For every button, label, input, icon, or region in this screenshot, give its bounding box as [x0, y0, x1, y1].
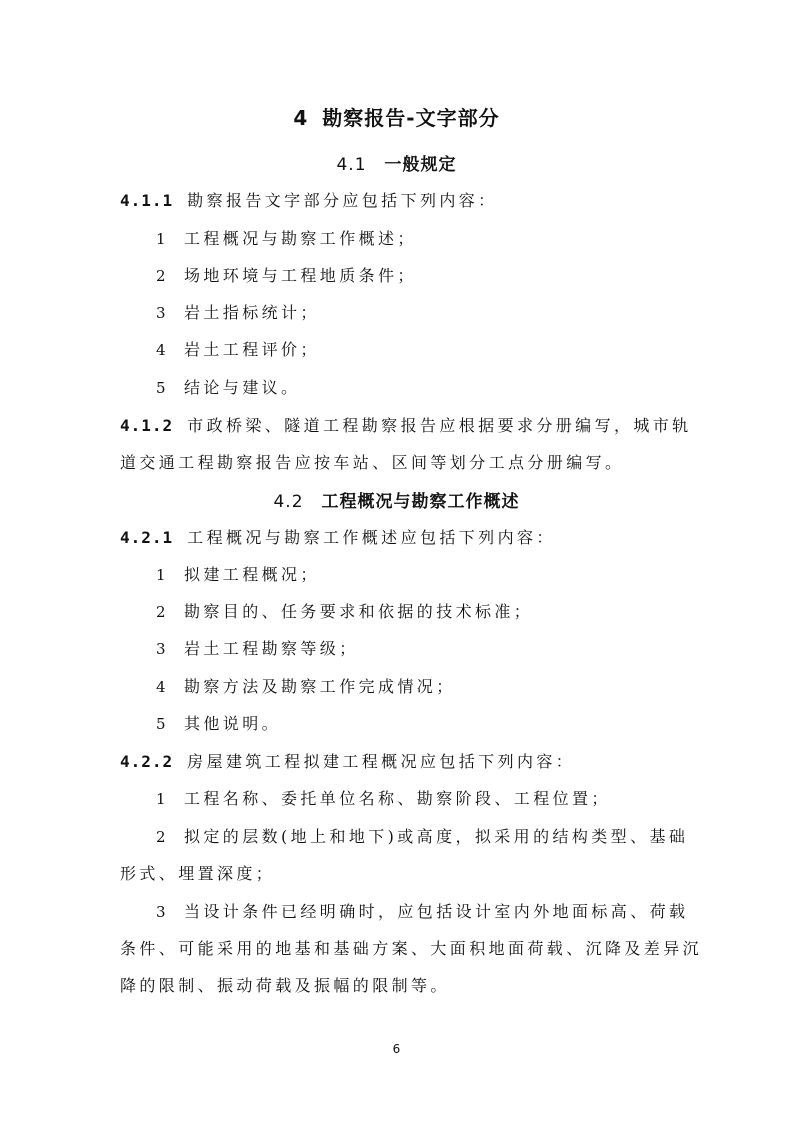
item-text: 拟建工程概况；	[184, 565, 320, 584]
list-item	[156, 711, 281, 734]
item-number: 2	[156, 828, 166, 846]
item-number: 1	[156, 230, 166, 248]
list-item	[156, 674, 456, 697]
section-title-text: 工程概况与勘察工作概述	[321, 492, 520, 512]
item-number: 4	[156, 678, 166, 696]
chapter-title-text: 勘察报告-文字部分	[322, 106, 500, 130]
list-item-continuation	[120, 973, 450, 996]
item-text: 条件、可能采用的地基和基础方案、大面积地面荷载、沉降及差异沉	[120, 939, 703, 958]
list-item	[156, 300, 320, 323]
list-item	[156, 599, 533, 622]
clause-text: 勘察报告文字部分应包括下列内容：	[187, 191, 498, 210]
item-number: 1	[156, 790, 166, 808]
item-number: 1	[156, 566, 166, 584]
clause-4-1-2	[120, 413, 692, 436]
item-number: 4	[156, 341, 166, 359]
section-number: 4.1	[336, 155, 367, 175]
item-text: 工程概况与勘察工作概述；	[184, 229, 417, 248]
item-number: 5	[156, 379, 166, 397]
clause-number: 4.2.2	[120, 752, 174, 771]
list-item	[156, 786, 611, 809]
item-number: 3	[156, 304, 166, 322]
item-number: 2	[156, 603, 166, 621]
item-text: 拟定的层数(地上和地下)或高度，拟采用的结构类型、基础	[184, 827, 689, 846]
chapter-number: 4	[293, 106, 309, 130]
clause-text: 道交通工程勘察报告应按车站、区间等划分工点分册编写。	[120, 453, 625, 472]
item-text: 勘察方法及勘察工作完成情况；	[184, 677, 456, 696]
list-item	[156, 337, 320, 360]
page-number: 6	[392, 1042, 401, 1056]
clause-number: 4.1.2	[120, 416, 174, 435]
section-title-4-1	[0, 150, 793, 175]
item-text: 结论与建议。	[184, 378, 301, 397]
list-item	[156, 226, 417, 249]
list-item	[156, 263, 417, 286]
item-number: 3	[156, 903, 166, 921]
clause-4-2-1	[120, 525, 556, 548]
clause-number: 4.2.1	[120, 528, 174, 547]
list-item	[156, 824, 688, 847]
item-text: 岩土工程勘察等级；	[184, 639, 359, 658]
item-text: 工程名称、委托单位名称、勘察阶段、工程位置；	[184, 789, 611, 808]
list-item-continuation	[120, 861, 275, 884]
item-text: 当设计条件已经明确时，应包括设计室内外地面标高、荷载	[184, 902, 689, 921]
item-text: 降的限制、振动荷载及振幅的限制等。	[120, 976, 450, 995]
item-number: 3	[156, 640, 166, 658]
item-number: 5	[156, 715, 166, 733]
list-item-continuation	[120, 936, 702, 959]
item-text: 岩土工程评价；	[184, 340, 320, 359]
clause-number: 4.1.1	[120, 191, 174, 210]
section-title-4-2	[0, 487, 793, 512]
clause-4-1-1	[120, 188, 498, 211]
item-text: 勘察目的、任务要求和依据的技术标准；	[184, 602, 534, 621]
clause-text: 市政桥梁、隧道工程勘察报告应根据要求分册编写，城市轨	[187, 416, 692, 435]
list-item	[156, 899, 688, 922]
clause-continuation	[120, 450, 624, 473]
chapter-title	[0, 102, 793, 131]
clause-text: 房屋建筑工程拟建工程概况应包括下列内容：	[187, 752, 576, 771]
list-item	[156, 562, 320, 585]
section-title-text: 一般规定	[384, 155, 457, 175]
section-number: 4.2	[273, 492, 304, 512]
item-text: 形式、埋置深度；	[120, 864, 276, 883]
item-text: 场地环境与工程地质条件；	[184, 266, 417, 285]
list-item	[156, 636, 359, 659]
item-text: 其他说明。	[184, 714, 282, 733]
clause-4-2-2	[120, 749, 575, 772]
item-number: 2	[156, 267, 166, 285]
item-text: 岩土指标统计；	[184, 303, 320, 322]
clause-text: 工程概况与勘察工作概述应包括下列内容：	[187, 528, 556, 547]
list-item	[156, 375, 300, 398]
